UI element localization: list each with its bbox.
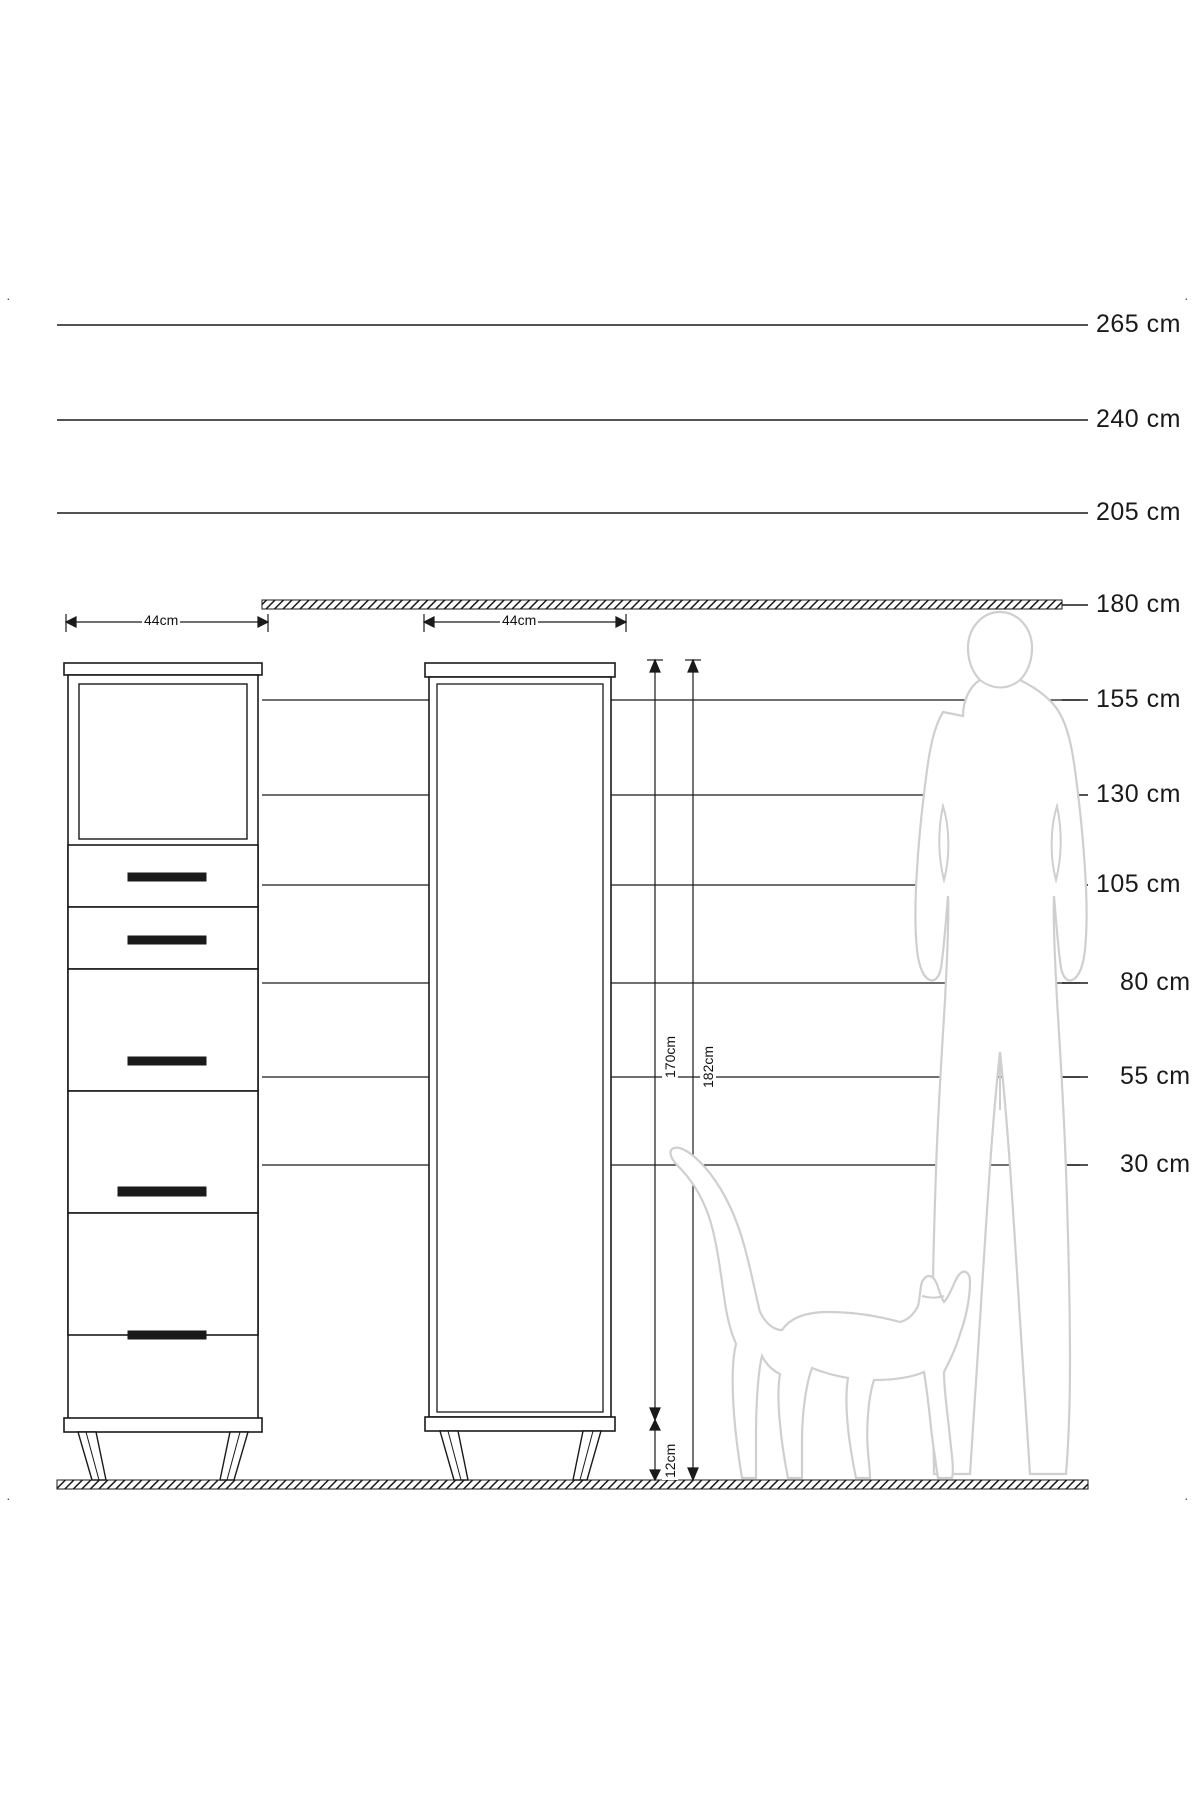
width-label-right: 44cm <box>502 612 537 628</box>
corner-mark-bottom-right: · <box>1184 1490 1189 1506</box>
floor-band <box>57 1480 1088 1489</box>
scale-label-180: 180 cm <box>1096 590 1181 618</box>
left-cabinet-group <box>64 663 262 1480</box>
scale-label-55: 55 cm <box>1120 1062 1191 1090</box>
width-label-left: 44cm <box>144 612 179 628</box>
scale-label-80: 80 cm <box>1120 968 1191 996</box>
scale-label-265: 265 cm <box>1096 310 1181 338</box>
height-label-12: 12cm <box>662 1443 678 1478</box>
height-label-170: 170cm <box>662 1035 678 1078</box>
scale-label-130: 130 cm <box>1096 780 1181 808</box>
scale-label-240: 240 cm <box>1096 405 1181 433</box>
corner-mark-bottom-left: · <box>6 1490 11 1506</box>
scale-label-30: 30 cm <box>1120 1150 1191 1178</box>
corner-mark-top-right: · <box>1184 290 1189 306</box>
right-cabinet-group <box>425 663 615 1480</box>
scale-label-205: 205 cm <box>1096 498 1181 526</box>
scale-label-105: 105 cm <box>1096 870 1181 898</box>
vertical-dimension-182 <box>685 660 701 1480</box>
cat-silhouette <box>671 1148 970 1478</box>
corner-mark-top-left: · <box>6 290 11 306</box>
scale-label-155: 155 cm <box>1096 685 1181 713</box>
vertical-dimension-170 <box>647 660 663 1420</box>
level-180-band <box>262 600 1062 609</box>
vertical-dimension-12 <box>650 1420 660 1480</box>
height-label-182: 182cm <box>700 1045 716 1088</box>
